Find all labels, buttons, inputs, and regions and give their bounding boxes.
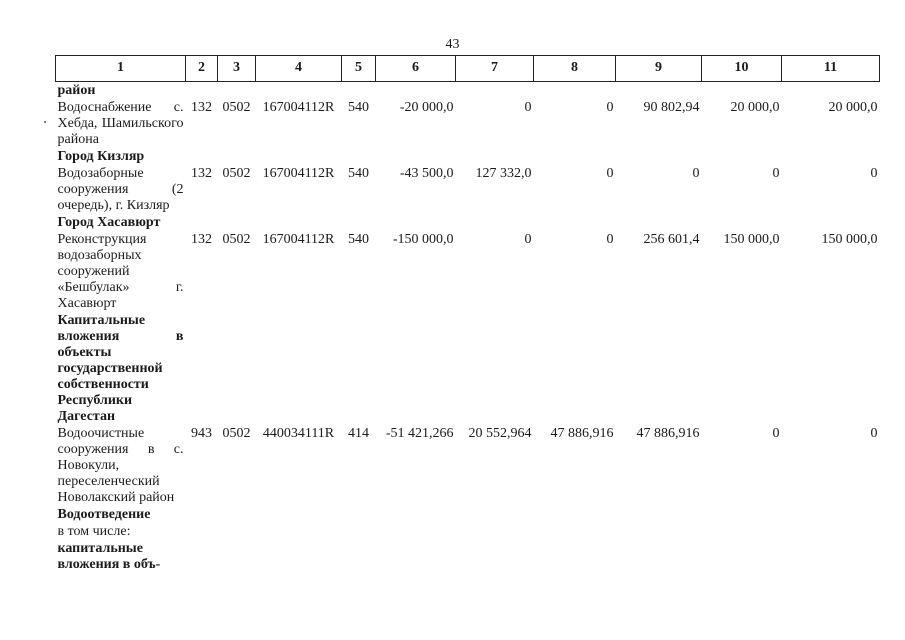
cell-col-4: 167004112R [262, 166, 335, 181]
cell-col-4 [256, 312, 342, 425]
cell-col-2 [186, 82, 218, 100]
cell-col-2: 132 [191, 166, 212, 181]
cell-col-10 [702, 82, 782, 100]
cell-col-11 [782, 82, 880, 100]
section-heading: Город Хасавюрт [57, 215, 161, 230]
cell-col-6 [376, 540, 456, 573]
table-row [56, 231, 880, 312]
cell-col-9 [616, 523, 702, 540]
cell-col-7 [456, 214, 534, 231]
cell-col-8 [534, 312, 616, 425]
section-heading: район [57, 83, 96, 98]
cell-col-9 [616, 148, 702, 165]
cell-col-9 [616, 214, 702, 231]
cell-col-8 [534, 540, 616, 573]
table-header-row [56, 55, 880, 82]
cell-col-3 [218, 214, 256, 231]
cell-col-9: 90 802,94 [643, 100, 700, 115]
cell-col-3: 0502 [222, 426, 251, 441]
cell-col-5 [342, 506, 376, 523]
section-heading-row [56, 312, 880, 425]
section-heading: Город Кизляр [57, 149, 145, 164]
cell-col-3 [218, 506, 256, 523]
cell-col-8 [534, 82, 616, 100]
cell-col-6 [376, 214, 456, 231]
cell-col-10 [702, 148, 782, 165]
table-row [56, 425, 880, 506]
cell-col-11: 20 000,0 [828, 100, 878, 115]
cell-col-11 [782, 148, 880, 165]
section-heading-row [56, 82, 880, 100]
cell-col-7 [456, 148, 534, 165]
col-header-3: 3 [218, 55, 256, 82]
cell-col-2: 132 [191, 100, 212, 115]
cell-col-6 [376, 82, 456, 100]
section-heading: капитальные вложения в объ- [57, 541, 161, 572]
object-name: в том числе: [57, 524, 131, 539]
cell-col-10 [702, 214, 782, 231]
cell-col-7 [456, 312, 534, 425]
cell-col-3 [218, 523, 256, 540]
cell-col-4 [256, 148, 342, 165]
cell-col-2: 943 [191, 426, 212, 441]
cell-col-3 [218, 540, 256, 573]
cell-col-11: 0 [870, 166, 878, 181]
cell-col-10 [702, 506, 782, 523]
cell-col-10: 20 000,0 [730, 100, 780, 115]
section-heading: Капитальные вложения в объекты государственной собственности Республики Дагестан [57, 313, 184, 424]
col-header-8: 8 [534, 55, 616, 82]
cell-col-11: 150 000,0 [821, 232, 878, 247]
cell-col-5: 540 [348, 232, 369, 247]
cell-col-10: 0 [772, 166, 780, 181]
cell-col-7 [456, 506, 534, 523]
cell-col-3 [218, 148, 256, 165]
cell-col-4 [256, 523, 342, 540]
section-heading-row [56, 540, 880, 573]
cell-col-7: 20 552,964 [468, 426, 532, 441]
cell-col-4: 440034111R [262, 426, 335, 441]
object-name: Водоснабжение с. Хебда, Шамильского района [57, 100, 184, 147]
cell-col-7: 0 [524, 100, 532, 115]
cell-col-3 [218, 82, 256, 100]
cell-col-5 [342, 214, 376, 231]
cell-col-4: 167004112R [262, 232, 335, 247]
cell-col-5 [342, 148, 376, 165]
section-heading-row [56, 148, 880, 165]
cell-col-5: 414 [348, 426, 369, 441]
col-header-1: 1 [56, 55, 186, 82]
cell-col-6: -43 500,0 [399, 166, 454, 181]
object-name: Водозаборные сооружения (2 очередь), г. Кизляр [57, 166, 184, 213]
cell-col-7 [456, 540, 534, 573]
table-row [56, 523, 880, 540]
cell-col-9 [616, 312, 702, 425]
cell-col-6 [376, 523, 456, 540]
cell-col-11 [782, 312, 880, 425]
cell-col-11 [782, 523, 880, 540]
col-header-6: 6 [376, 55, 456, 82]
object-name: Водоочистные сооружения в с. Новокули, переселенческий Новолакский район [57, 426, 184, 505]
cell-col-10: 150 000,0 [723, 232, 780, 247]
cell-col-8 [534, 506, 616, 523]
table-row [56, 99, 880, 148]
cell-col-11 [782, 506, 880, 523]
cell-col-6: -51 421,266 [385, 426, 454, 441]
budget-table [55, 55, 880, 573]
cell-col-8: 47 886,916 [550, 426, 614, 441]
section-heading-row [56, 214, 880, 231]
col-header-4: 4 [256, 55, 342, 82]
cell-col-8 [534, 523, 616, 540]
cell-col-7: 127 332,0 [475, 166, 532, 181]
cell-col-6: -20 000,0 [399, 100, 454, 115]
cell-col-4 [256, 506, 342, 523]
cell-col-3: 0502 [222, 166, 251, 181]
section-heading: Водоотведение [57, 507, 151, 522]
cell-col-9 [616, 82, 702, 100]
cell-col-11 [782, 214, 880, 231]
cell-col-3: 0502 [222, 232, 251, 247]
cell-col-4 [256, 82, 342, 100]
cell-col-5 [342, 312, 376, 425]
cell-col-5 [342, 540, 376, 573]
cell-col-6 [376, 312, 456, 425]
col-header-11: 11 [782, 55, 880, 82]
cell-col-8: 0 [606, 166, 614, 181]
table-row [56, 165, 880, 214]
cell-col-2 [186, 540, 218, 573]
cell-col-6 [376, 506, 456, 523]
cell-col-5 [342, 82, 376, 100]
cell-col-4 [256, 540, 342, 573]
cell-col-7 [456, 523, 534, 540]
cell-col-2 [186, 506, 218, 523]
col-header-10: 10 [702, 55, 782, 82]
cell-col-4 [256, 214, 342, 231]
cell-col-2 [186, 312, 218, 425]
cell-col-8: 0 [606, 100, 614, 115]
cell-col-3 [218, 312, 256, 425]
cell-col-7: 0 [524, 232, 532, 247]
cell-col-10 [702, 540, 782, 573]
cell-col-5: 540 [348, 100, 369, 115]
col-header-5: 5 [342, 55, 376, 82]
col-header-7: 7 [456, 55, 534, 82]
cell-col-9: 256 601,4 [643, 232, 700, 247]
cell-col-2: 132 [191, 232, 212, 247]
table-body [56, 82, 880, 574]
scan-speck [44, 121, 46, 123]
cell-col-10: 0 [772, 426, 780, 441]
cell-col-2 [186, 214, 218, 231]
cell-col-8 [534, 148, 616, 165]
cell-col-7 [456, 82, 534, 100]
cell-col-2 [186, 148, 218, 165]
cell-col-8: 0 [606, 232, 614, 247]
cell-col-10 [702, 312, 782, 425]
cell-col-9: 0 [692, 166, 700, 181]
page-number: 43 [445, 37, 460, 52]
cell-col-4: 167004112R [262, 100, 335, 115]
cell-col-3: 0502 [222, 100, 251, 115]
cell-col-9: 47 886,916 [636, 426, 700, 441]
cell-col-11 [782, 540, 880, 573]
cell-col-8 [534, 214, 616, 231]
cell-col-9 [616, 506, 702, 523]
cell-col-11: 0 [870, 426, 878, 441]
section-heading-row [56, 506, 880, 523]
col-header-2: 2 [186, 55, 218, 82]
cell-col-5: 540 [348, 166, 369, 181]
cell-col-9 [616, 540, 702, 573]
cell-col-2 [186, 523, 218, 540]
object-name: Реконструкция водозаборных сооружений «Бешбулак» г. Хасавюрт [57, 232, 184, 311]
col-header-9: 9 [616, 55, 702, 82]
cell-col-5 [342, 523, 376, 540]
cell-col-6 [376, 148, 456, 165]
cell-col-10 [702, 523, 782, 540]
cell-col-6: -150 000,0 [392, 232, 454, 247]
